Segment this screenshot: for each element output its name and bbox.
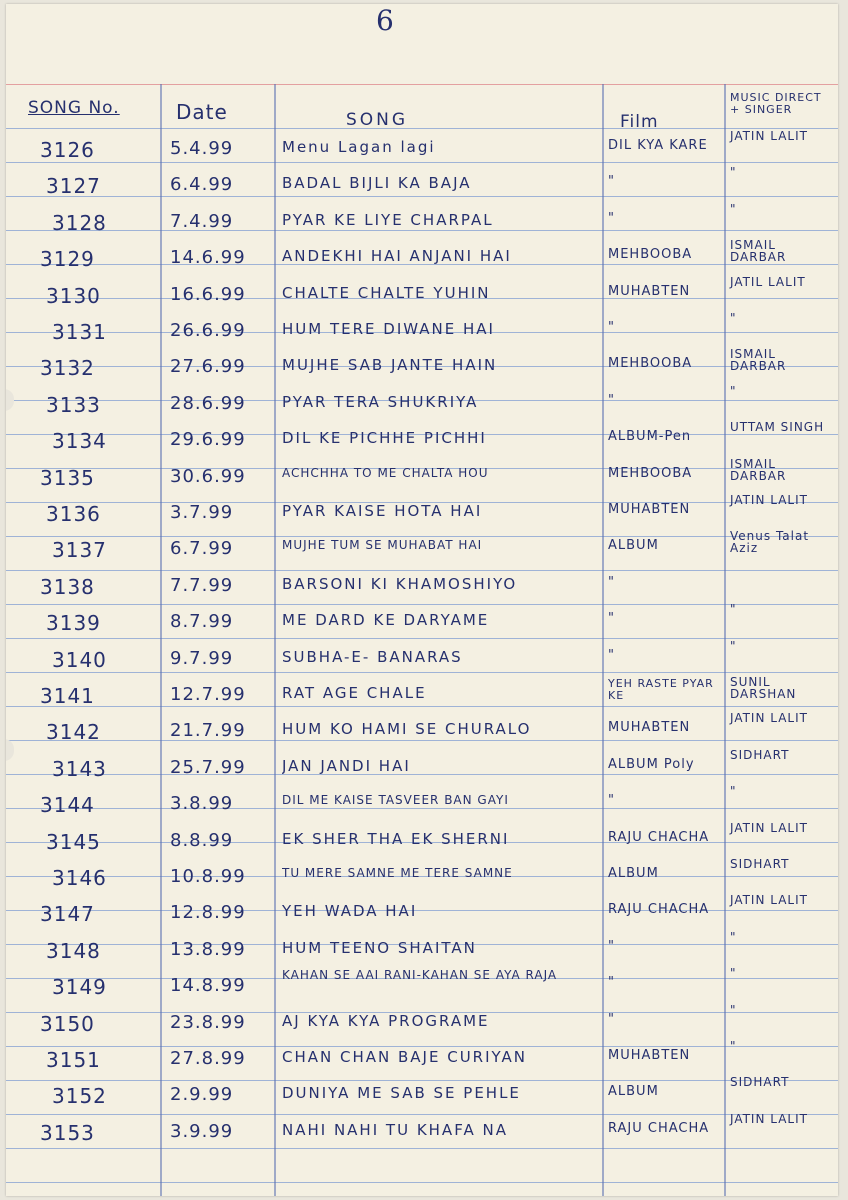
column-divider	[602, 84, 604, 1196]
film-cell: "	[608, 392, 615, 408]
date-cell: 10.8.99	[170, 866, 246, 887]
ruled-line	[6, 1148, 838, 1149]
song-title-cell: DIL KE PICHHE PICHHI	[282, 429, 487, 448]
song-title-cell: RAT AGE CHALE	[282, 684, 427, 702]
film-cell: RAJU CHACHA	[608, 1120, 710, 1136]
song-title-cell: Menu Lagan lagi	[282, 138, 436, 156]
music-singer-cell: JATIL LALIT	[730, 274, 806, 289]
song-title-cell: MUJHE TUM SE MUHABAT HAI	[282, 538, 483, 553]
music-singer-cell: "	[730, 638, 737, 653]
date-cell: 3.9.99	[170, 1120, 234, 1142]
song-title-cell: HUM KO HAMI SE CHURALO	[282, 720, 532, 739]
song-number-cell: 3146	[52, 866, 107, 890]
ruled-line	[6, 672, 838, 673]
song-title-cell: HUM TERE DIWANE HAI	[282, 320, 495, 338]
music-singer-cell: "	[730, 383, 737, 398]
music-singer-cell: JATIN LALIT	[730, 129, 808, 143]
music-singer-cell: JATIN LALIT	[730, 1111, 808, 1126]
date-cell: 27.6.99	[170, 356, 246, 378]
film-cell: "	[608, 793, 615, 809]
film-cell: "	[608, 174, 615, 190]
date-cell: 29.6.99	[170, 429, 246, 451]
song-number-cell: 3149	[52, 975, 107, 1000]
ruled-line	[6, 162, 838, 163]
song-title-cell: CHAN CHAN BAJE CURIYAN	[282, 1048, 528, 1066]
song-title-cell: AJ KYA KYA PROGRAME	[282, 1011, 490, 1030]
film-cell: ALBUM Poly	[608, 756, 695, 772]
song-title-cell: ACHCHHA TO ME CHALTA HOU	[282, 465, 489, 480]
music-singer-cell: ISMAIL DARBAR	[730, 347, 787, 374]
film-cell: YEH RASTE PYAR KE	[608, 677, 714, 702]
song-number-cell: 3151	[46, 1048, 101, 1072]
ruled-line	[6, 740, 838, 741]
song-title-cell: NAHI NAHI TU KHAFA NA	[282, 1120, 508, 1139]
header-song: SONG	[346, 110, 409, 130]
film-cell: ALBUM-Pen	[608, 429, 692, 445]
film-cell: MUHABTEN	[608, 283, 691, 299]
film-cell: MUHABTEN	[608, 1048, 691, 1063]
music-singer-cell: "	[730, 1002, 737, 1017]
song-number-cell: 3152	[52, 1084, 107, 1109]
date-cell: 25.7.99	[170, 756, 246, 778]
punch-hole	[6, 389, 14, 411]
header-song-no: SONG No.	[28, 98, 120, 118]
header-film: Film	[620, 112, 659, 132]
film-cell: MEHBOOBA	[608, 247, 693, 263]
date-cell: 7.7.99	[170, 574, 234, 596]
ruled-line	[6, 808, 838, 809]
music-singer-cell: "	[730, 165, 737, 180]
song-title-cell: CHALTE CHALTE YUHIN	[282, 283, 491, 302]
music-singer-cell: UTTAM SINGH	[730, 420, 825, 435]
date-cell: 8.8.99	[170, 829, 234, 851]
song-number-cell: 3133	[46, 392, 101, 417]
song-title-cell: MUJHE SAB JANTE HAIN	[282, 356, 498, 375]
film-cell: RAJU CHACHA	[608, 829, 710, 845]
song-title-cell: ME DARD KE DARYAME	[282, 611, 490, 630]
ruled-line	[6, 910, 838, 911]
music-singer-cell: JATIN LALIT	[730, 820, 808, 835]
song-title-cell: EK SHER THA EK SHERNI	[282, 829, 510, 848]
music-singer-cell: JATIN LALIT	[730, 893, 808, 908]
date-cell: 8.7.99	[170, 611, 234, 633]
song-number-cell: 3126	[40, 138, 95, 162]
song-title-cell: DIL ME KAISE TASVEER BAN GAYI	[282, 793, 509, 808]
song-title-cell: HUM TEENO SHAITAN	[282, 938, 477, 957]
film-cell: MEHBOOBA	[608, 465, 693, 481]
music-singer-cell: "	[730, 784, 737, 799]
column-divider	[274, 84, 276, 1196]
music-singer-cell: "	[730, 966, 737, 981]
song-number-cell: 3135	[40, 465, 95, 490]
song-number-cell: 3148	[46, 938, 101, 963]
ruled-line	[6, 1046, 838, 1047]
ruled-line	[6, 1080, 838, 1081]
music-singer-cell: "	[730, 311, 737, 325]
song-title-cell: SUBHA-E- BANARAS	[282, 647, 463, 666]
song-number-cell: 3128	[52, 210, 107, 235]
ruled-line	[6, 1114, 838, 1115]
music-singer-cell: ISMAIL DARBAR	[730, 456, 787, 483]
music-singer-cell: JATIN LALIT	[730, 711, 808, 726]
music-singer-cell: SUNIL DARSHAN	[730, 675, 797, 701]
song-title-cell: ANDEKHI HAI ANJANI HAI	[282, 247, 512, 266]
song-number-cell: 3147	[40, 902, 95, 927]
music-singer-cell: "	[730, 602, 737, 617]
song-number-cell: 3141	[40, 684, 95, 708]
film-cell: ALBUM	[608, 1084, 659, 1100]
film-cell: ALBUM	[608, 866, 659, 881]
ruled-line	[6, 604, 838, 605]
film-cell: MUHABTEN	[608, 502, 691, 517]
music-singer-cell: ISMAIL DARBAR	[730, 238, 787, 265]
song-number-cell: 3132	[40, 356, 95, 381]
music-singer-cell: "	[730, 201, 737, 216]
song-title-cell: PYAR TERA SHUKRIYA	[282, 392, 479, 411]
song-number-cell: 3139	[46, 611, 101, 636]
song-number-cell: 3140	[52, 647, 107, 672]
song-number-cell: 3153	[40, 1120, 95, 1145]
date-cell: 3.7.99	[170, 502, 234, 523]
column-divider	[160, 84, 162, 1196]
date-cell: 27.8.99	[170, 1048, 246, 1069]
song-number-cell: 3144	[40, 793, 95, 818]
song-number-cell: 3143	[52, 756, 107, 781]
ruled-line	[6, 706, 838, 707]
song-title-cell: BARSONI KI KHAMOSHIYO	[282, 574, 518, 593]
song-number-cell: 3138	[40, 574, 95, 599]
date-cell: 6.4.99	[170, 174, 234, 196]
song-number-cell: 3129	[40, 247, 95, 272]
music-singer-cell: JATIN LALIT	[730, 493, 808, 507]
song-number-cell: 3137	[52, 538, 107, 563]
film-cell: RAJU CHACHA	[608, 902, 710, 918]
date-cell: 7.4.99	[170, 210, 234, 232]
song-number-cell: 3130	[46, 283, 101, 308]
date-cell: 28.6.99	[170, 392, 246, 414]
song-title-cell: KAHAN SE AAI RANI-KAHAN SE AYA RAJA	[282, 969, 558, 983]
song-title-cell: JAN JANDI HAI	[282, 756, 411, 775]
music-singer-cell: "	[730, 1039, 737, 1053]
date-cell: 23.8.99	[170, 1011, 246, 1033]
date-cell: 14.6.99	[170, 247, 246, 269]
film-cell: MEHBOOBA	[608, 356, 693, 372]
film-cell: "	[608, 574, 615, 590]
date-cell: 5.4.99	[170, 138, 234, 159]
song-number-cell: 3134	[52, 429, 107, 454]
margin-line	[6, 84, 838, 85]
song-title-cell: BADAL BIJLI KA BAJA	[282, 174, 472, 193]
film-cell: "	[608, 647, 615, 663]
date-cell: 21.7.99	[170, 720, 246, 742]
song-number-cell: 3145	[46, 829, 101, 854]
date-cell: 12.8.99	[170, 902, 246, 924]
ruled-line	[6, 638, 838, 639]
ruled-line	[6, 196, 838, 197]
date-cell: 13.8.99	[170, 938, 246, 960]
music-singer-cell: SIDHART	[730, 857, 790, 871]
music-singer-cell: SIDHART	[730, 1075, 790, 1090]
page-number: 6	[376, 4, 394, 37]
song-title-cell: DUNIYA ME SAB SE PEHLE	[282, 1084, 521, 1103]
film-cell: "	[608, 320, 615, 335]
ruled-line	[6, 536, 838, 537]
date-cell: 26.6.99	[170, 320, 246, 341]
song-title-cell: TU MERE SAMNE ME TERE SAMNE	[282, 866, 513, 880]
film-cell: "	[608, 938, 615, 954]
film-cell: "	[608, 975, 615, 991]
notebook-page	[6, 4, 838, 1196]
film-cell: MUHABTEN	[608, 720, 691, 736]
ruled-line	[6, 1182, 838, 1183]
film-cell: "	[608, 210, 615, 226]
song-number-cell: 3127	[46, 174, 101, 199]
ruled-line	[6, 230, 838, 231]
music-singer-cell: Venus Talat Aziz	[730, 529, 810, 556]
header-music-singer: MUSIC DIRECT + SINGER	[730, 91, 822, 116]
date-cell: 3.8.99	[170, 793, 234, 815]
ruled-line	[6, 774, 838, 775]
film-cell: "	[608, 611, 615, 627]
film-cell: "	[608, 1011, 615, 1027]
song-title-cell: YEH WADA HAI	[282, 902, 418, 921]
date-cell: 2.9.99	[170, 1084, 234, 1106]
date-cell: 30.6.99	[170, 465, 246, 487]
song-number-cell: 3150	[40, 1011, 95, 1036]
date-cell: 16.6.99	[170, 283, 246, 305]
date-cell: 14.8.99	[170, 975, 246, 997]
song-title-cell: PYAR KAISE HOTA HAI	[282, 502, 483, 520]
date-cell: 9.7.99	[170, 647, 234, 669]
film-cell: ALBUM	[608, 538, 659, 554]
ruled-line	[6, 128, 838, 129]
song-title-cell: PYAR KE LIYE CHARPAL	[282, 210, 494, 229]
date-cell: 6.7.99	[170, 538, 234, 560]
punch-hole	[6, 739, 14, 761]
film-cell: DIL KYA KARE	[608, 138, 708, 153]
music-singer-cell: "	[730, 929, 737, 944]
song-number-cell: 3136	[46, 502, 101, 526]
song-number-cell: 3142	[46, 720, 101, 745]
song-number-cell: 3131	[52, 320, 107, 344]
ruled-line	[6, 570, 838, 571]
header-date: Date	[176, 100, 228, 124]
date-cell: 12.7.99	[170, 684, 246, 705]
music-singer-cell: SIDHART	[730, 747, 790, 762]
column-divider	[724, 84, 726, 1196]
